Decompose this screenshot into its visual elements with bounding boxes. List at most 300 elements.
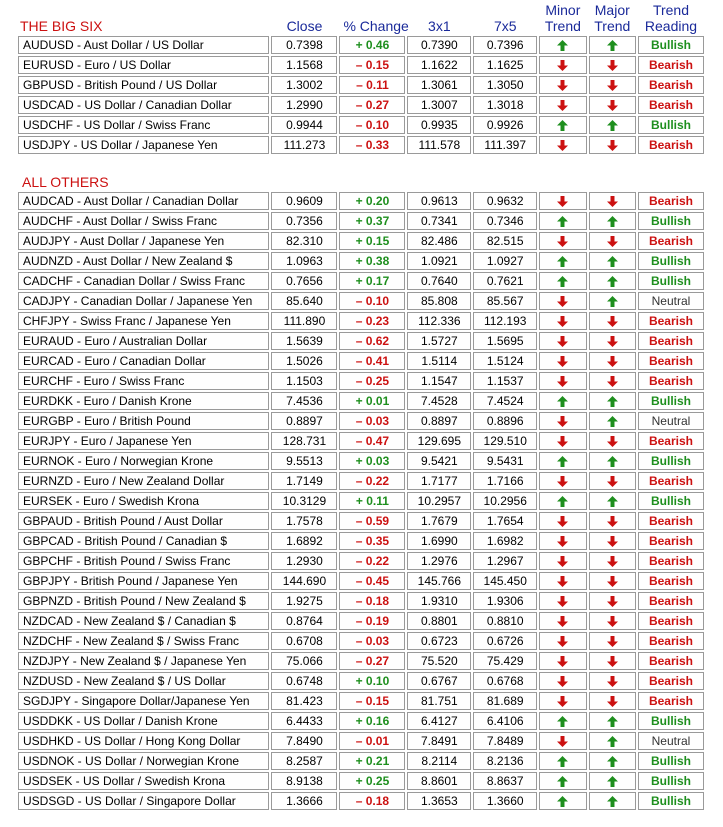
trend-reading-badge: Bearish [638,692,704,710]
minor-trend-cell [539,96,586,114]
close-value: 1.2990 [271,96,337,114]
down-arrow-icon [607,696,618,707]
minor-trend-cell [539,76,586,94]
all-others-heading-row [18,174,704,190]
three-by-one-value: 1.2976 [407,552,471,570]
seven-by-five-value: 82.515 [473,232,537,250]
up-arrow-icon [607,216,618,227]
close-value: 8.9138 [271,772,337,790]
major-trend-cell [589,292,636,310]
up-arrow-icon [557,396,568,407]
up-arrow-icon [557,40,568,51]
pct-change-value: + 0.17 [339,272,405,290]
close-value: 1.9275 [271,592,337,610]
seven-by-five-value: 85.567 [473,292,537,310]
minor-trend-cell [539,232,586,250]
three-by-one-value: 0.8897 [407,412,471,430]
close-value: 0.9944 [271,116,337,134]
seven-by-five-value: 0.7621 [473,272,537,290]
down-arrow-icon [607,576,618,587]
minor-trend-cell [539,572,586,590]
down-arrow-icon [557,556,568,567]
down-arrow-icon [557,516,568,527]
close-value: 0.7656 [271,272,337,290]
table-row [18,752,704,770]
pct-change-value: – 0.23 [339,312,405,330]
minor-trend-cell [539,692,586,710]
major-trend-cell [589,392,636,410]
close-value: 10.3129 [271,492,337,510]
pct-change-value: – 0.41 [339,352,405,370]
up-arrow-icon [607,396,618,407]
pair-name: NZDUSD - New Zealand $ / US Dollar [18,672,269,690]
down-arrow-icon [557,100,568,111]
pair-name: USDCHF - US Dollar / Swiss Franc [18,116,269,134]
close-value: 1.3666 [271,792,337,810]
seven-by-five-value: 75.429 [473,652,537,670]
seven-by-five-value: 0.8896 [473,412,537,430]
major-trend-cell [589,412,636,430]
minor-trend-header [539,2,586,34]
three-by-one-value: 81.751 [407,692,471,710]
table-row [18,632,704,650]
table-row [18,212,704,230]
pct-change-value: + 0.38 [339,252,405,270]
major-trend-cell [589,632,636,650]
pct-change-value: + 0.11 [339,492,405,510]
close-value: 7.8490 [271,732,337,750]
pct-change-value: – 0.62 [339,332,405,350]
pair-name: NZDCHF - New Zealand $ / Swiss Franc [18,632,269,650]
major-trend-cell [589,432,636,450]
seven-by-five-value: 6.4106 [473,712,537,730]
close-value: 75.066 [271,652,337,670]
seven-by-five-value: 7.4524 [473,392,537,410]
minor-trend-cell [539,392,586,410]
minor-trend-cell [539,752,586,770]
three-by-one-value: 0.6767 [407,672,471,690]
down-arrow-icon [607,636,618,647]
close-value: 1.5639 [271,332,337,350]
up-arrow-icon [607,256,618,267]
minor-trend-cell [539,36,586,54]
fx-trend-table [16,0,706,812]
trend-reading-badge: Bearish [638,672,704,690]
up-arrow-icon [557,716,568,727]
minor-trend-cell [539,192,586,210]
major-trend-cell [589,572,636,590]
trend-reading-badge: Bearish [638,332,704,350]
major-trend-cell [589,96,636,114]
minor-trend-cell [539,372,586,390]
up-arrow-icon [607,416,618,427]
minor-trend-cell [539,612,586,630]
minor-trend-cell [539,472,586,490]
trend-reading-badge: Bearish [638,96,704,114]
down-arrow-icon [607,596,618,607]
down-arrow-icon [607,476,618,487]
up-arrow-icon [557,456,568,467]
minor-trend-cell [539,136,586,154]
pair-name: CHFJPY - Swiss Franc / Japanese Yen [18,312,269,330]
minor-trend-cell [539,712,586,730]
pair-name: SGDJPY - Singapore Dollar/Japanese Yen [18,692,269,710]
down-arrow-icon [607,656,618,667]
pair-name: USDJPY - US Dollar / Japanese Yen [18,136,269,154]
table-row [18,192,704,210]
major-trend-cell [589,212,636,230]
down-arrow-icon [607,316,618,327]
close-value: 6.4433 [271,712,337,730]
up-arrow-icon [607,40,618,51]
three-by-one-value: 1.6990 [407,532,471,550]
table-row [18,96,704,114]
table-row [18,412,704,430]
down-arrow-icon [607,556,618,567]
table-row [18,56,704,74]
major-trend-cell [589,592,636,610]
down-arrow-icon [607,80,618,91]
trend-reading-badge: Bearish [638,136,704,154]
three-by-one-value: 0.7341 [407,212,471,230]
spacer-cell [18,156,704,172]
seven-by-five-value: 8.2136 [473,752,537,770]
minor-trend-cell [539,452,586,470]
down-arrow-icon [557,476,568,487]
down-arrow-icon [557,376,568,387]
major-trend-cell [589,652,636,670]
up-arrow-icon [607,736,618,747]
down-arrow-icon [557,436,568,447]
down-arrow-icon [557,576,568,587]
close-value: 111.273 [271,136,337,154]
trend-reading-badge: Neutral [638,732,704,750]
minor-trend-cell [539,312,586,330]
close-value: 128.731 [271,432,337,450]
minor-trend-cell [539,292,586,310]
three-by-one-value: 112.336 [407,312,471,330]
up-arrow-icon [557,276,568,287]
pct-change-value: – 0.01 [339,732,405,750]
seven-by-five-value: 1.1537 [473,372,537,390]
three-by-one-value: 145.766 [407,572,471,590]
major-trend-cell [589,452,636,470]
pair-name: GBPAUD - British Pound / Aust Dollar [18,512,269,530]
seven-by-five-value: 0.9926 [473,116,537,134]
table-row [18,136,704,154]
trend-reading-badge: Bearish [638,592,704,610]
all-others-heading: ALL OTHERS [22,174,109,190]
pair-name: USDDKK - US Dollar / Danish Krone [18,712,269,730]
pct-change-value: – 0.35 [339,532,405,550]
major-trend-cell [589,116,636,134]
close-value: 0.6748 [271,672,337,690]
trend-reading-badge: Bullish [638,492,704,510]
pct-change-value: – 0.15 [339,692,405,710]
seven-by-five-value: 145.450 [473,572,537,590]
pct-change-value: – 0.18 [339,592,405,610]
pair-name: AUDNZD - Aust Dollar / New Zealand $ [18,252,269,270]
minor-trend-cell [539,492,586,510]
trend-reading-badge: Bullish [638,392,704,410]
major-trend-cell [589,136,636,154]
up-arrow-icon [607,756,618,767]
close-value: 1.5026 [271,352,337,370]
trend-reading-badge: Bearish [638,572,704,590]
table-row [18,532,704,550]
major-trend-cell [589,792,636,810]
three-by-one-value: 10.2957 [407,492,471,510]
up-arrow-icon [607,456,618,467]
down-arrow-icon [557,416,568,427]
three-by-one-value: 1.5727 [407,332,471,350]
pct-change-value: + 0.25 [339,772,405,790]
trend-reading-badge: Bearish [638,632,704,650]
minor-trend-cell [539,652,586,670]
down-arrow-icon [607,60,618,71]
seven-by-five-value: 10.2956 [473,492,537,510]
pair-name: GBPUSD - British Pound / US Dollar [18,76,269,94]
pct-change-value: – 0.11 [339,76,405,94]
major-trend-cell [589,752,636,770]
three-by-one-value: 1.3061 [407,76,471,94]
pair-name: EURNOK - Euro / Norwegian Krone [18,452,269,470]
pair-name: EURNZD - Euro / New Zealand Dollar [18,472,269,490]
three-by-one-value: 1.3007 [407,96,471,114]
up-arrow-icon [607,120,618,131]
down-arrow-icon [557,596,568,607]
close-value: 1.1568 [271,56,337,74]
seven-by-five-value: 0.7346 [473,212,537,230]
table-row [18,76,704,94]
minor-trend-cell [539,512,586,530]
three-by-one-value: 0.9613 [407,192,471,210]
down-arrow-icon [607,536,618,547]
header-row [18,2,704,34]
seven-by-five-value: 1.1625 [473,56,537,74]
three-by-one-value: 75.520 [407,652,471,670]
three-by-one-value: 1.7679 [407,512,471,530]
minor-trend-cell [539,672,586,690]
seven-by-five-value: 0.6768 [473,672,537,690]
pair-name: EURAUD - Euro / Australian Dollar [18,332,269,350]
seven-by-five-value: 1.5695 [473,332,537,350]
minor-trend-cell [539,352,586,370]
pair-name: USDCAD - US Dollar / Canadian Dollar [18,96,269,114]
table-row [18,732,704,750]
seven-by-five-value: 0.8810 [473,612,537,630]
pair-name: USDSEK - US Dollar / Swedish Krona [18,772,269,790]
minor-trend-cell [539,552,586,570]
major-trend-cell [589,552,636,570]
three-by-one-value: 7.8491 [407,732,471,750]
down-arrow-icon [557,656,568,667]
major-trend-cell [589,76,636,94]
seven-by-five-value: 8.8637 [473,772,537,790]
pct-change-value: + 0.10 [339,672,405,690]
table-row [18,36,704,54]
minor-trend-header-line1: Minor [545,2,581,18]
table-row [18,472,704,490]
trend-reading-badge: Bullish [638,272,704,290]
minor-trend-cell [539,792,586,810]
pair-name: GBPJPY - British Pound / Japanese Yen [18,572,269,590]
pct-change-value: – 0.03 [339,632,405,650]
pct-change-value: + 0.16 [339,712,405,730]
seven-by-five-value: 9.5431 [473,452,537,470]
pct-change-value: – 0.33 [339,136,405,154]
pair-name: USDSGD - US Dollar / Singapore Dollar [18,792,269,810]
down-arrow-icon [557,236,568,247]
pct-change-value: + 0.15 [339,232,405,250]
down-arrow-icon [557,636,568,647]
close-value: 1.3002 [271,76,337,94]
down-arrow-icon [607,236,618,247]
seven-by-five-header: 7x5 [493,18,517,34]
seven-by-five-value: 1.3660 [473,792,537,810]
minor-trend-cell [539,56,586,74]
close-header: Close [286,18,323,34]
minor-trend-cell [539,412,586,430]
table-row [18,492,704,510]
seven-by-five-value: 1.6982 [473,532,537,550]
up-arrow-icon [607,496,618,507]
table-row [18,672,704,690]
table-row [18,312,704,330]
table-row [18,772,704,790]
close-value: 1.1503 [271,372,337,390]
seven-by-five-value: 1.3050 [473,76,537,94]
trend-reading-header-line2: Reading [644,18,698,34]
pct-change-value: – 0.45 [339,572,405,590]
trend-reading-badge: Bullish [638,252,704,270]
trend-reading-badge: Bearish [638,352,704,370]
minor-trend-header-line2: Trend [544,18,581,34]
close-value: 0.9609 [271,192,337,210]
up-arrow-icon [607,796,618,807]
down-arrow-icon [557,356,568,367]
trend-reading-badge: Neutral [638,292,704,310]
close-value: 1.7578 [271,512,337,530]
major-trend-cell [589,312,636,330]
minor-trend-cell [539,272,586,290]
pct-change-value: – 0.27 [339,652,405,670]
pair-name: NZDCAD - New Zealand $ / Canadian $ [18,612,269,630]
three-by-one-value: 8.8601 [407,772,471,790]
close-value: 1.2930 [271,552,337,570]
minor-trend-cell [539,252,586,270]
down-arrow-icon [557,616,568,627]
trend-reading-badge: Bearish [638,232,704,250]
seven-by-five-value: 111.397 [473,136,537,154]
seven-by-five-value: 1.7166 [473,472,537,490]
down-arrow-icon [557,696,568,707]
pair-name: AUDCAD - Aust Dollar / Canadian Dollar [18,192,269,210]
three-by-one-value: 6.4127 [407,712,471,730]
down-arrow-icon [557,196,568,207]
major-trend-cell [589,492,636,510]
pair-name: USDNOK - US Dollar / Norwegian Krone [18,752,269,770]
minor-trend-cell [539,432,586,450]
seven-by-five-value: 0.6726 [473,632,537,650]
minor-trend-cell [539,772,586,790]
trend-reading-badge: Bearish [638,532,704,550]
major-trend-cell [589,252,636,270]
pair-name: NZDJPY - New Zealand $ / Japanese Yen [18,652,269,670]
pair-name: AUDCHF - Aust Dollar / Swiss Franc [18,212,269,230]
three-by-one-value: 1.1547 [407,372,471,390]
seven-by-five-value: 1.0927 [473,252,537,270]
three-by-one-value: 111.578 [407,136,471,154]
three-by-one-value: 85.808 [407,292,471,310]
close-value: 7.4536 [271,392,337,410]
seven-by-five-value: 1.7654 [473,512,537,530]
major-trend-cell [589,332,636,350]
table-row [18,712,704,730]
table-row [18,332,704,350]
minor-trend-cell [539,332,586,350]
pct-change-value: – 0.47 [339,432,405,450]
three-by-one-value: 1.0921 [407,252,471,270]
trend-reading-badge: Neutral [638,412,704,430]
close-value: 1.7149 [271,472,337,490]
close-value: 1.6892 [271,532,337,550]
seven-by-five-value: 0.7396 [473,36,537,54]
pair-name: EURUSD - Euro / US Dollar [18,56,269,74]
up-arrow-icon [607,716,618,727]
major-trend-header [589,2,636,34]
pct-change-value: + 0.46 [339,36,405,54]
table-row [18,572,704,590]
three-by-one-value: 1.1622 [407,56,471,74]
pct-change-value: + 0.01 [339,392,405,410]
major-trend-cell [589,372,636,390]
three-by-one-value: 0.7390 [407,36,471,54]
major-trend-cell [589,56,636,74]
pct-change-value: – 0.59 [339,512,405,530]
down-arrow-icon [557,296,568,307]
trend-reading-badge: Bearish [638,652,704,670]
down-arrow-icon [557,336,568,347]
pct-change-value: – 0.10 [339,292,405,310]
down-arrow-icon [607,516,618,527]
three-by-one-value: 1.7177 [407,472,471,490]
major-trend-cell [589,772,636,790]
pct-change-value: + 0.37 [339,212,405,230]
three-by-one-value: 0.9935 [407,116,471,134]
down-arrow-icon [607,616,618,627]
trend-reading-badge: Bullish [638,212,704,230]
up-arrow-icon [607,776,618,787]
down-arrow-icon [607,676,618,687]
up-arrow-icon [557,216,568,227]
table-row [18,452,704,470]
table-row [18,392,704,410]
three-by-one-value: 0.7640 [407,272,471,290]
down-arrow-icon [557,316,568,327]
major-trend-cell [589,272,636,290]
table-row [18,592,704,610]
minor-trend-cell [539,116,586,134]
big-six-heading: THE BIG SIX [20,18,103,34]
pair-name: GBPCAD - British Pound / Canadian $ [18,532,269,550]
close-value: 85.640 [271,292,337,310]
three-by-one-value: 7.4528 [407,392,471,410]
close-value: 0.7398 [271,36,337,54]
three-by-one-header: 3x1 [428,18,451,34]
pair-name: EURGBP - Euro / British Pound [18,412,269,430]
minor-trend-cell [539,532,586,550]
